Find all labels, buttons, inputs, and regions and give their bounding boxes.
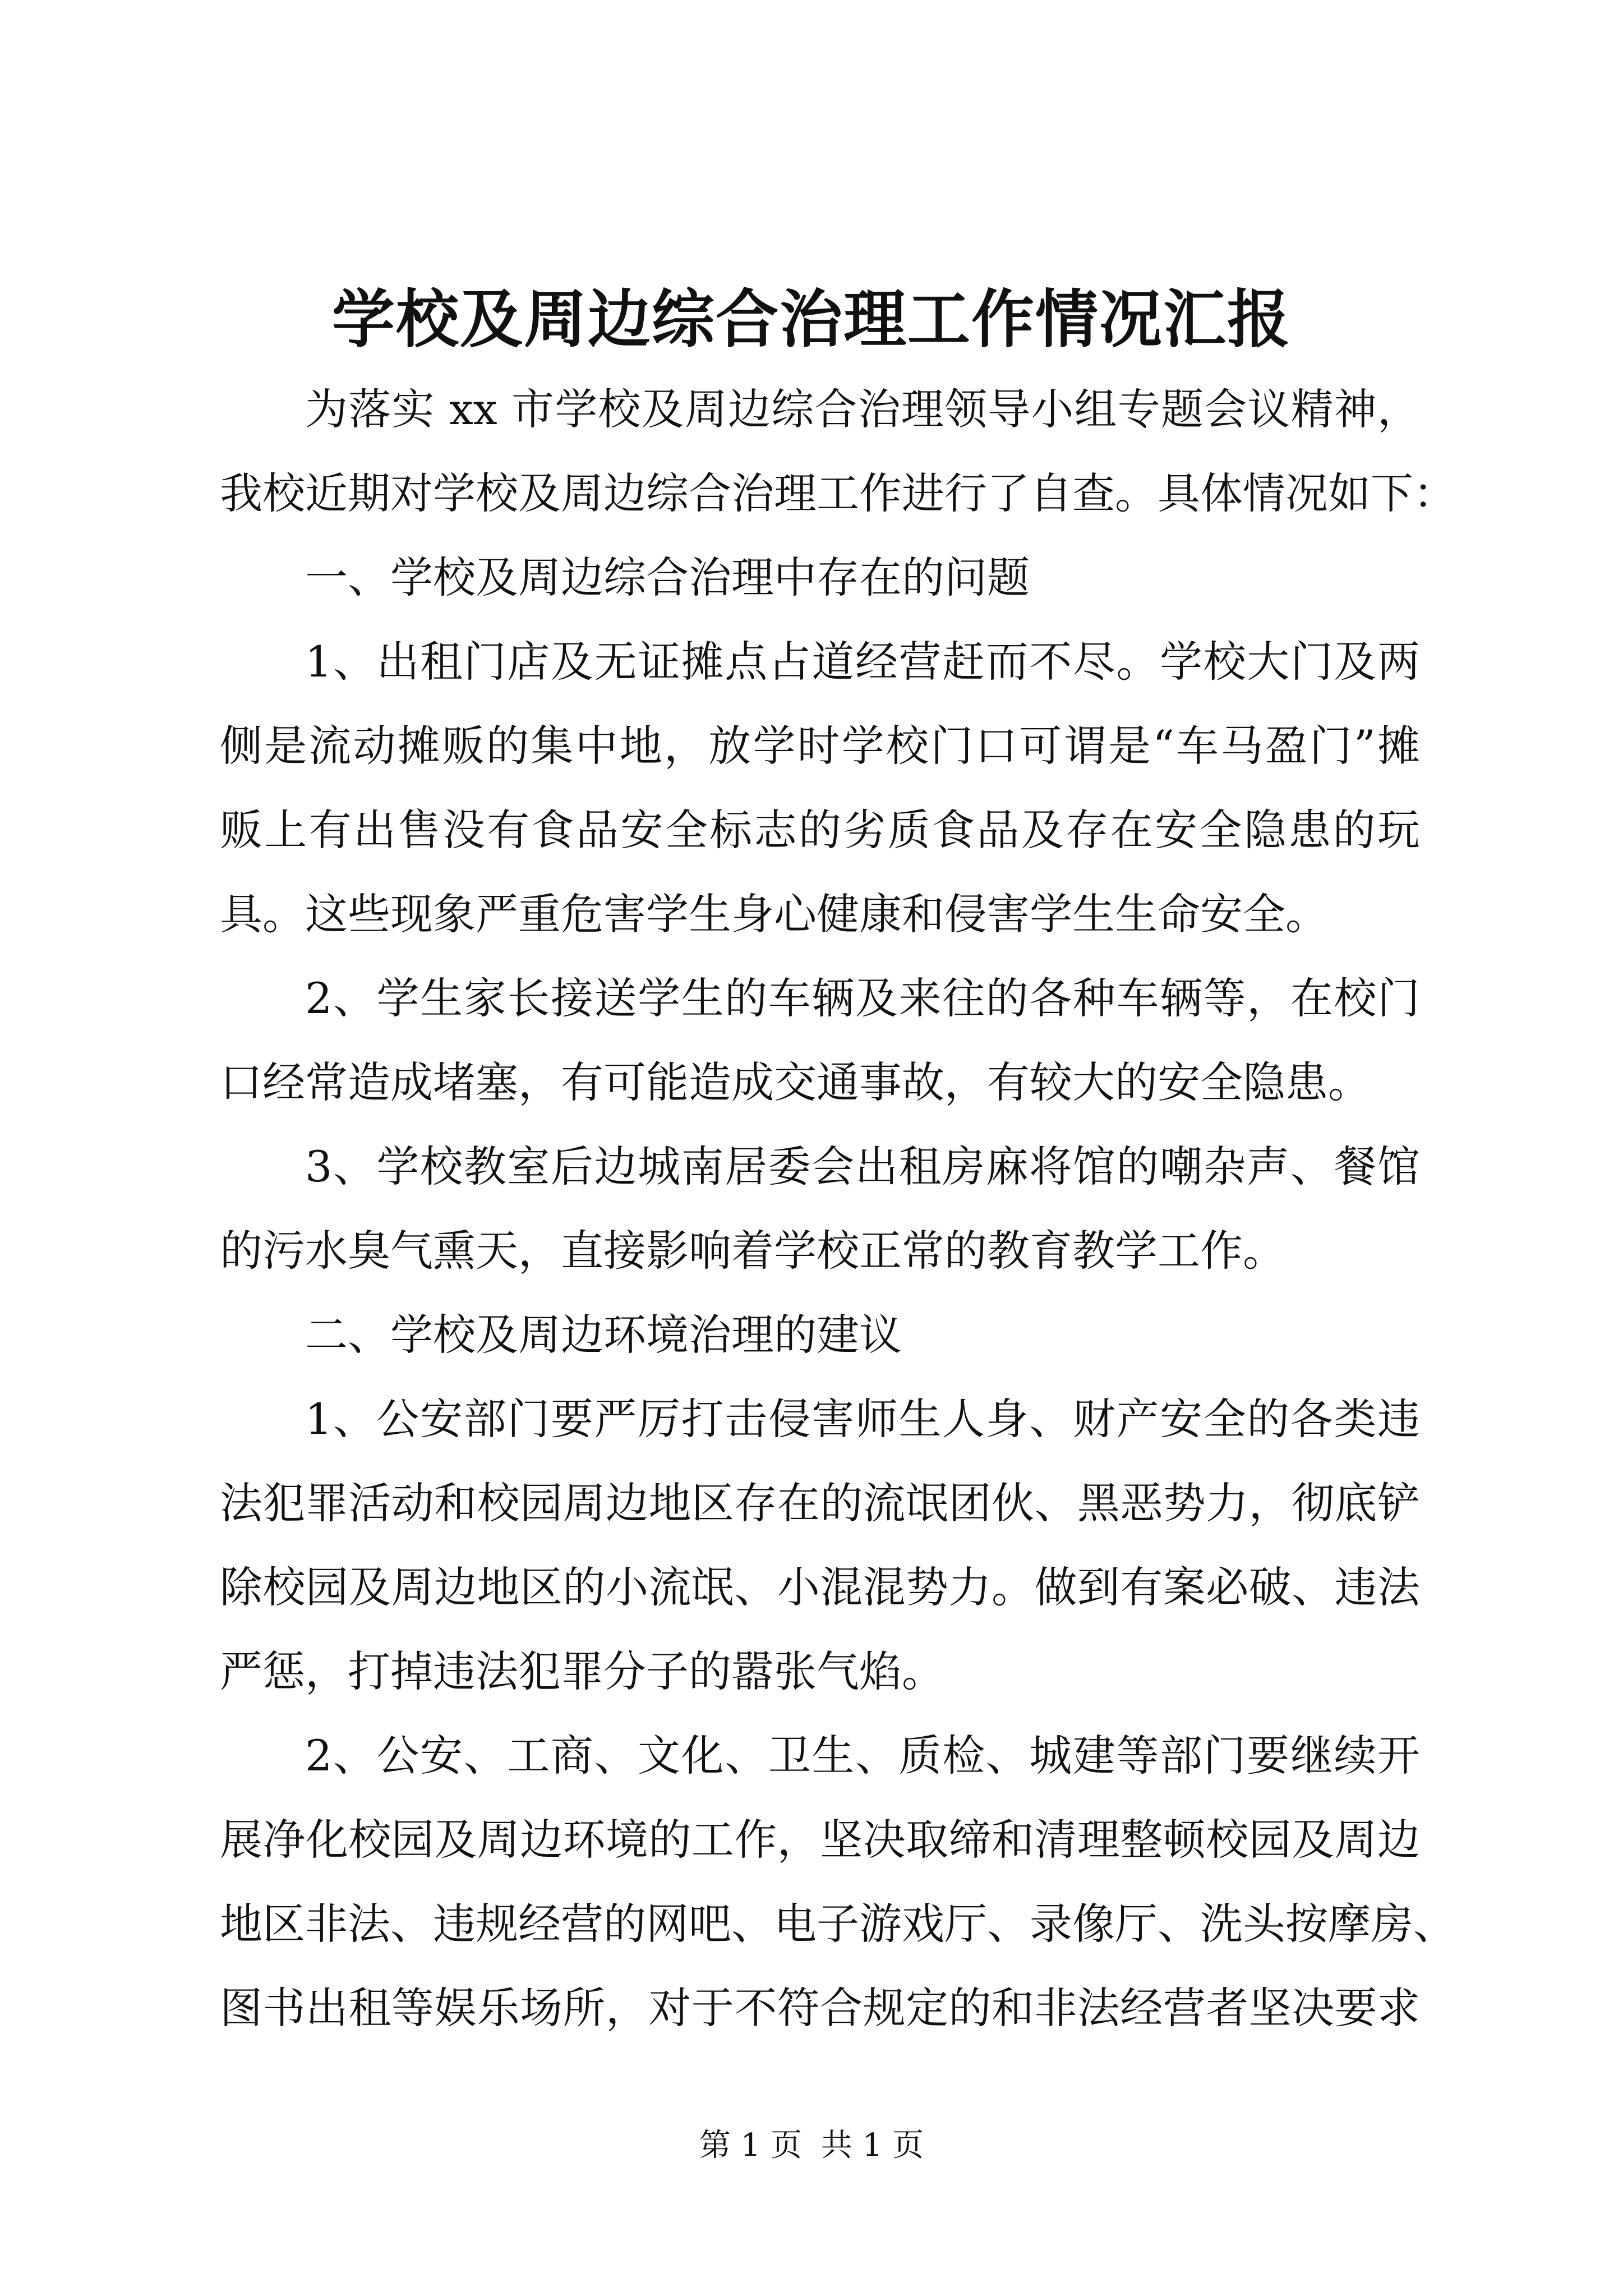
paragraph-line: 口经常造成堵塞，有可能造成交通事故，有较大的安全隐患。: [220, 1057, 1371, 1107]
document-body: [220, 367, 1456, 2050]
paragraph-line: 展净化校园及周边环境的工作，坚决取缔和清理整顿校园及周边: [220, 1815, 1420, 1865]
paragraph-line: 我校近期对学校及周边综合治理工作进行了自查。具体情况如下：: [220, 468, 1456, 518]
paragraph-line: 除校园及周边地区的小流氓、小混混势力。做到有案必破、违法: [220, 1562, 1420, 1612]
paragraph-line: 1、公安部门要严厉打击侵害师生人身、财产安全的各类违: [305, 1394, 1420, 1444]
paragraph-line: 2、公安、工商、文化、卫生、质检、城建等部门要继续开: [305, 1731, 1420, 1780]
paragraph-line: 具。这些现象严重危害学生身心健康和侵害学生生命安全。: [220, 889, 1328, 939]
paragraph-line: 地区非法、违规经营的网吧、电子游戏厅、录像厅、洗头按摩房、: [220, 1899, 1456, 1949]
page-number: 第 1 页: [699, 2127, 803, 2164]
paragraph-line: 图书出租等娱乐场所，对于不符合规定的和非法经营者坚决要求: [220, 1983, 1420, 2033]
section-heading: 一、学校及周边综合治理中存在的问题: [305, 553, 1030, 602]
paragraph-line: 严惩，打掉违法犯罪分子的嚣张气焰。: [220, 1646, 944, 1696]
paragraph-line: 法犯罪活动和校园周边地区存在的流氓团伙、黑恶势力，彻底铲: [220, 1478, 1420, 1528]
page-footer: [0, 2126, 1623, 2165]
paragraph-line: 为落实 xx 市学校及周边综合治理领导小组专题会议精神，: [305, 384, 1420, 434]
section-heading: 二、学校及周边环境治理的建议: [305, 1310, 902, 1360]
paragraph-line: 侧是流动摊贩的集中地，放学时学校门口可谓是“车马盈门”摊: [220, 721, 1420, 771]
paragraph-line: 贩上有出售没有食品安全标志的劣质食品及存在安全隐患的玩: [220, 805, 1420, 855]
paragraph-line: 2、学生家长接送学生的车辆及来往的各种车辆等，在校门: [305, 973, 1420, 1023]
paragraph-line: 的污水臭气熏天，直接影响着学校正常的教育教学工作。: [220, 1226, 1285, 1276]
page-total: 共 1 页: [820, 2127, 924, 2164]
paragraph-line: 1、出租门店及无证摊点占道经营赶而不尽。学校大门及两: [305, 637, 1420, 687]
document-title: 学校及周边综合治理工作情况汇报: [332, 283, 1291, 356]
paragraph-line: 3、学校教室后边城南居委会出租房麻将馆的嘲杂声、餐馆: [305, 1142, 1420, 1191]
